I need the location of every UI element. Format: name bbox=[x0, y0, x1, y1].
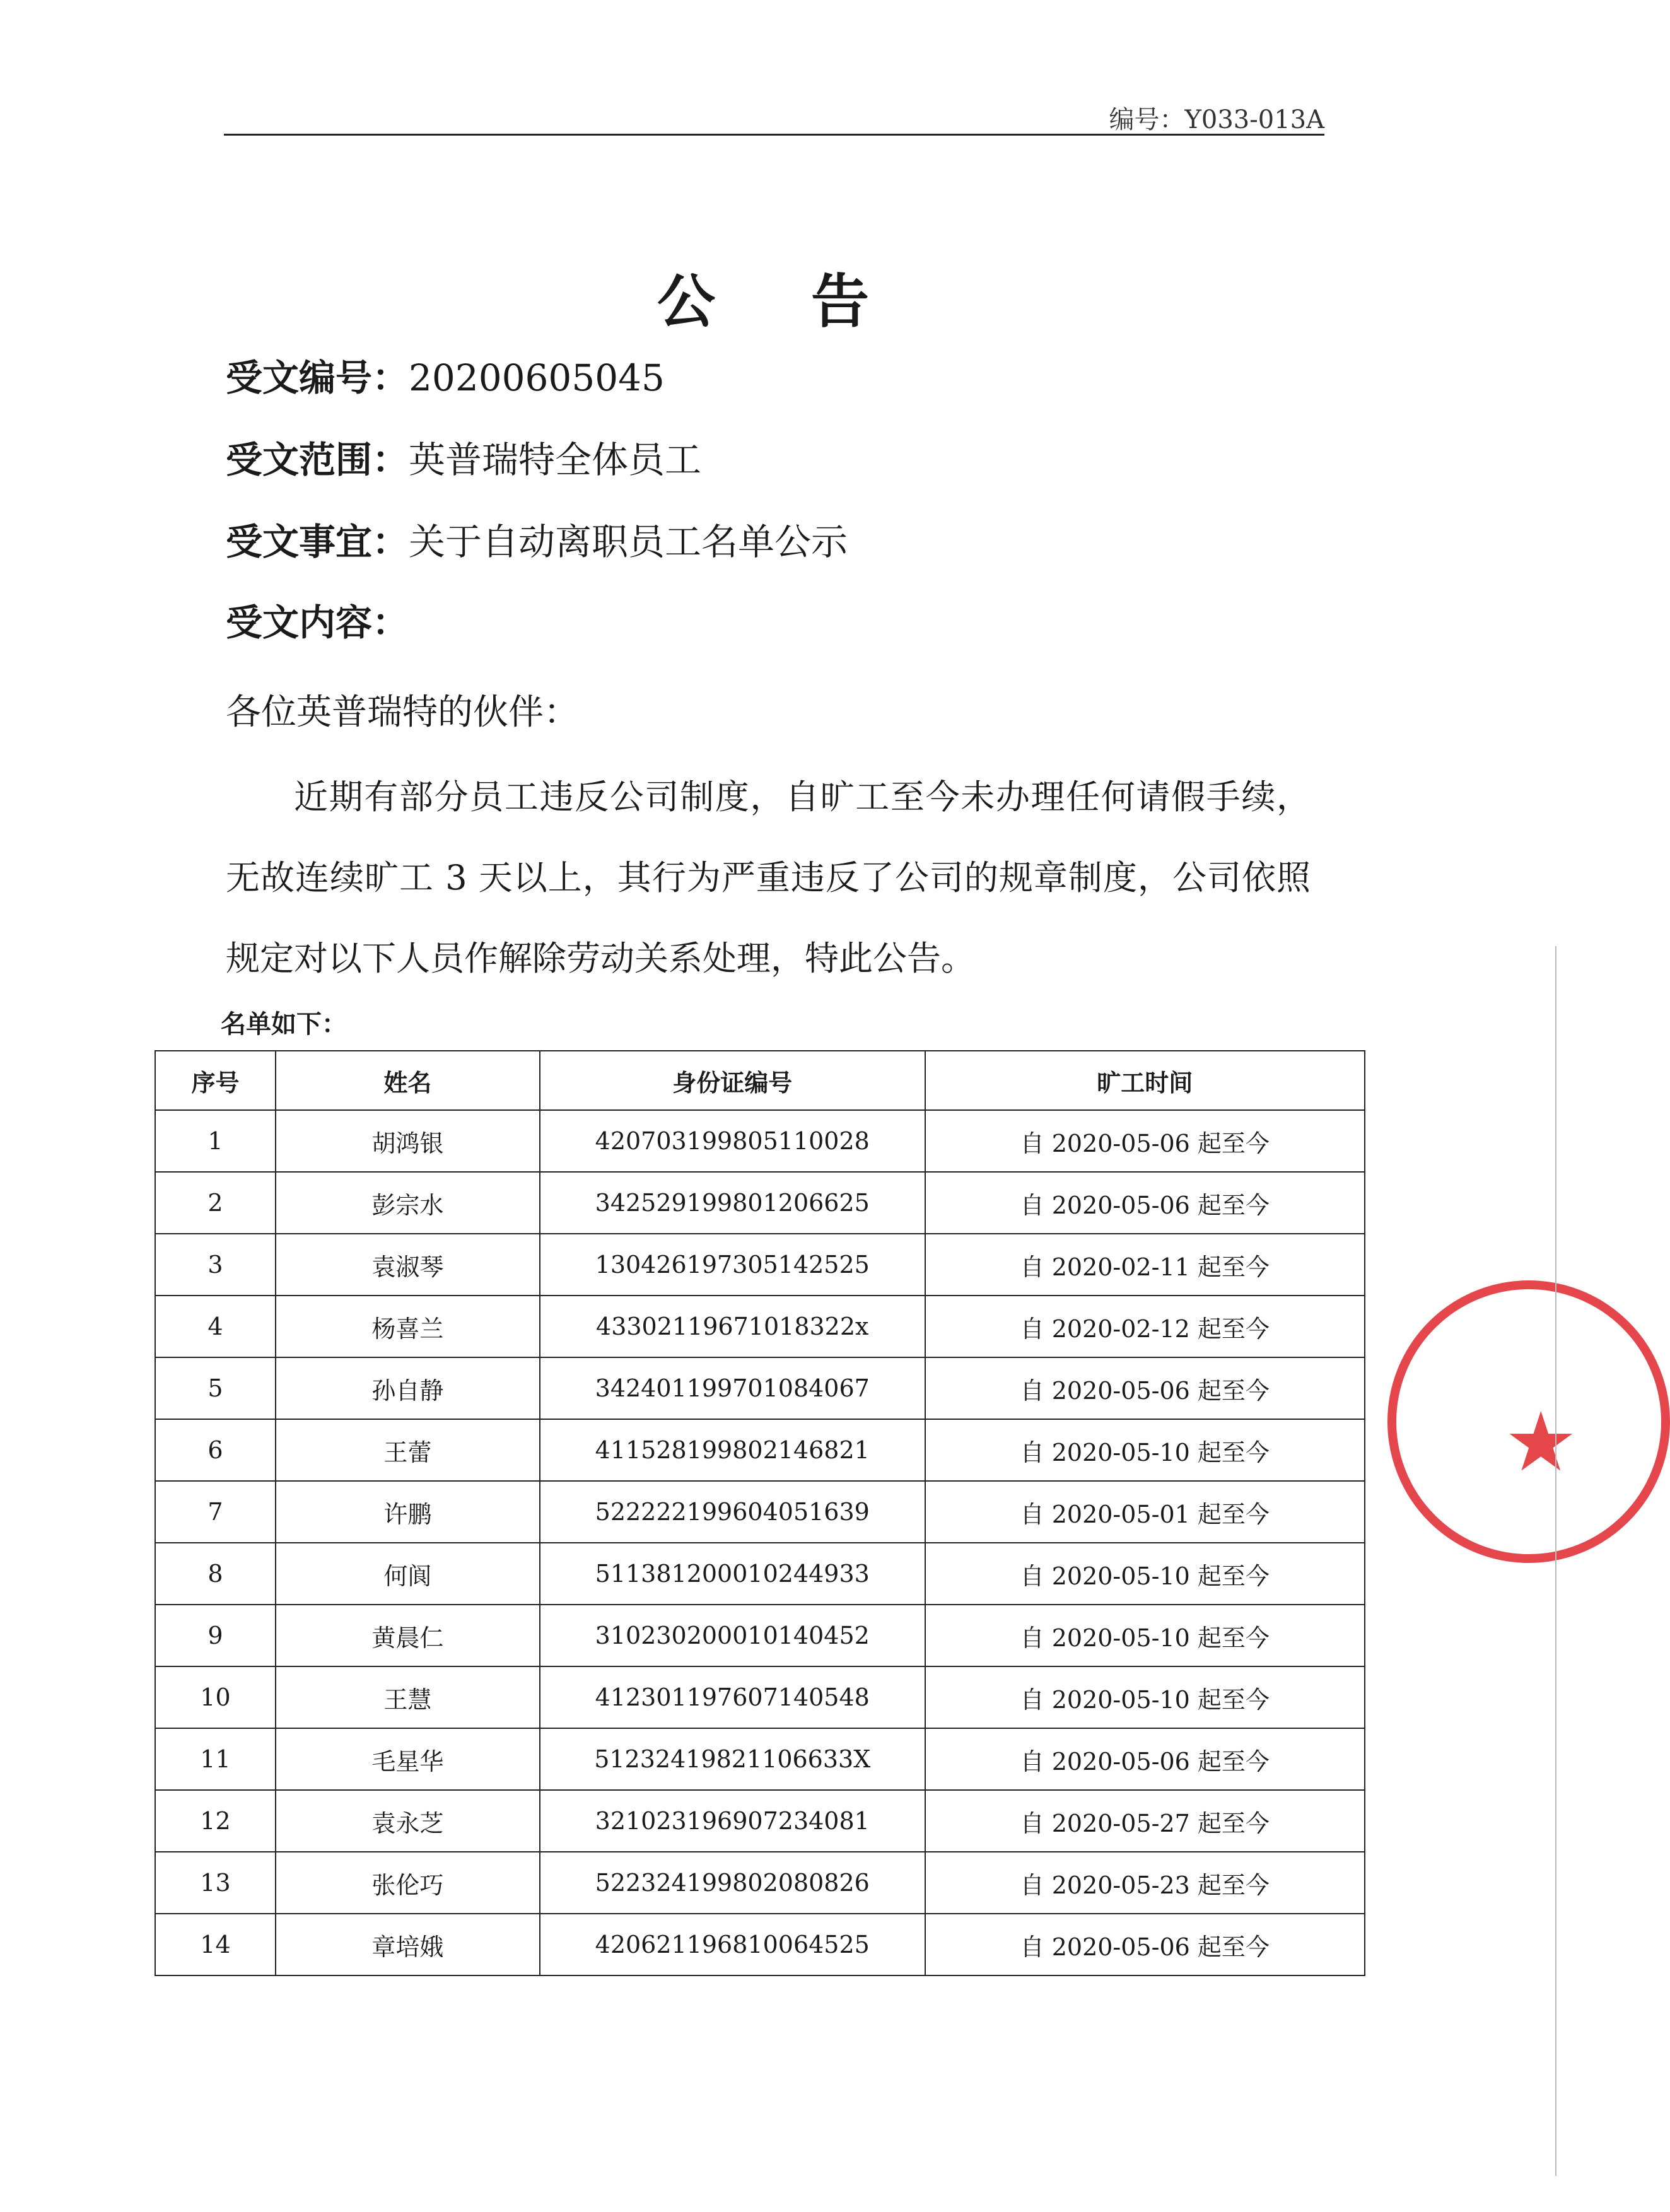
field-number bbox=[226, 356, 665, 399]
cell-absence: 自 2020-02-11 起至今 bbox=[925, 1234, 1365, 1296]
cell-seq: 7 bbox=[155, 1481, 276, 1543]
cell-name: 孙自静 bbox=[276, 1357, 540, 1419]
salutation: 各位英普瑞特的伙伴： bbox=[226, 692, 579, 733]
body-paragraph: 近期有部分员工违反公司制度，自旷工至今未办理任何请假手续，无故连续旷工 3 天以上，其行为严重违反了公司的规章制度，公司依照规定对以下人员作解除劳动关系处理，特此公告。 bbox=[226, 777, 1311, 978]
field-matter-label: 受文事宜： bbox=[226, 520, 409, 563]
cell-absence: 自 2020-05-10 起至今 bbox=[925, 1543, 1365, 1605]
table-header-row bbox=[155, 1051, 1365, 1110]
cell-id: 130426197305142525 bbox=[540, 1234, 925, 1296]
table-row bbox=[155, 1728, 1365, 1790]
table-row bbox=[155, 1419, 1365, 1481]
table-body bbox=[155, 1110, 1365, 1975]
cell-absence: 自 2020-05-27 起至今 bbox=[925, 1790, 1365, 1852]
table-row bbox=[155, 1172, 1365, 1234]
table-row bbox=[155, 1666, 1365, 1728]
cell-id: 411528199802146821 bbox=[540, 1419, 925, 1481]
cell-name: 章培娥 bbox=[276, 1914, 540, 1975]
cell-absence: 自 2020-05-06 起至今 bbox=[925, 1728, 1365, 1790]
cell-absence: 自 2020-02-12 起至今 bbox=[925, 1296, 1365, 1357]
table-row bbox=[155, 1357, 1365, 1419]
page-title: 公 告 bbox=[657, 268, 908, 336]
cell-seq: 3 bbox=[155, 1234, 276, 1296]
field-content bbox=[226, 601, 409, 644]
cell-id: 342529199801206625 bbox=[540, 1172, 925, 1234]
cell-id: 310230200010140452 bbox=[540, 1605, 925, 1666]
header-absence: 旷工时间 bbox=[925, 1051, 1365, 1110]
cell-absence: 自 2020-05-01 起至今 bbox=[925, 1481, 1365, 1543]
seal-star-icon: ★ bbox=[1504, 1394, 1578, 1490]
header-id: 身份证编号 bbox=[540, 1051, 925, 1110]
roster-table bbox=[155, 1050, 1365, 1976]
cell-name: 何阆 bbox=[276, 1543, 540, 1605]
field-number-label: 受文编号： bbox=[226, 356, 409, 399]
table-row bbox=[155, 1543, 1365, 1605]
cell-name: 袁淑琴 bbox=[276, 1234, 540, 1296]
cell-seq: 14 bbox=[155, 1914, 276, 1975]
field-scope-label: 受文范围： bbox=[226, 438, 409, 481]
cell-seq: 1 bbox=[155, 1110, 276, 1172]
cell-name: 胡鸿银 bbox=[276, 1110, 540, 1172]
table-row bbox=[155, 1481, 1365, 1543]
cell-seq: 9 bbox=[155, 1605, 276, 1666]
cell-absence: 自 2020-05-10 起至今 bbox=[925, 1605, 1365, 1666]
field-scope-value: 英普瑞特全体员工 bbox=[409, 438, 702, 481]
cell-absence: 自 2020-05-10 起至今 bbox=[925, 1419, 1365, 1481]
cell-id: 51232419821106633X bbox=[540, 1728, 925, 1790]
cell-seq: 2 bbox=[155, 1172, 276, 1234]
cell-absence: 自 2020-05-06 起至今 bbox=[925, 1357, 1365, 1419]
cell-seq: 12 bbox=[155, 1790, 276, 1852]
cell-id: 511381200010244933 bbox=[540, 1543, 925, 1605]
field-matter bbox=[226, 520, 848, 563]
cell-absence: 自 2020-05-06 起至今 bbox=[925, 1110, 1365, 1172]
cell-seq: 13 bbox=[155, 1852, 276, 1914]
cell-name: 袁永芝 bbox=[276, 1790, 540, 1852]
header-seq: 序号 bbox=[155, 1051, 276, 1110]
cell-absence: 自 2020-05-06 起至今 bbox=[925, 1914, 1365, 1975]
cell-seq: 10 bbox=[155, 1666, 276, 1728]
table-row bbox=[155, 1852, 1365, 1914]
cell-id: 412301197607140548 bbox=[540, 1666, 925, 1728]
cell-name: 杨喜兰 bbox=[276, 1296, 540, 1357]
cell-absence: 自 2020-05-10 起至今 bbox=[925, 1666, 1365, 1728]
cell-seq: 5 bbox=[155, 1357, 276, 1419]
cell-id: 522324199802080826 bbox=[540, 1852, 925, 1914]
cell-id: 522222199604051639 bbox=[540, 1481, 925, 1543]
list-label: 名单如下： bbox=[221, 1010, 347, 1039]
header-name: 姓名 bbox=[276, 1051, 540, 1110]
scan-edge-line bbox=[1555, 946, 1556, 2176]
table-row bbox=[155, 1790, 1365, 1852]
cell-id: 420703199805110028 bbox=[540, 1110, 925, 1172]
cell-id: 43302119671018322x bbox=[540, 1296, 925, 1357]
cell-seq: 8 bbox=[155, 1543, 276, 1605]
header-rule bbox=[224, 134, 1324, 136]
field-scope bbox=[226, 438, 702, 481]
cell-name: 毛星华 bbox=[276, 1728, 540, 1790]
cell-seq: 11 bbox=[155, 1728, 276, 1790]
cell-name: 王慧 bbox=[276, 1666, 540, 1728]
cell-name: 黄晨仁 bbox=[276, 1605, 540, 1666]
cell-id: 420621196810064525 bbox=[540, 1914, 925, 1975]
table-row bbox=[155, 1605, 1365, 1666]
table-row bbox=[155, 1296, 1365, 1357]
cell-id: 321023196907234081 bbox=[540, 1790, 925, 1852]
field-number-value: 20200605045 bbox=[409, 356, 665, 399]
table-row bbox=[155, 1110, 1365, 1172]
cell-seq: 6 bbox=[155, 1419, 276, 1481]
cell-id: 342401199701084067 bbox=[540, 1357, 925, 1419]
table-row bbox=[155, 1914, 1365, 1975]
cell-seq: 4 bbox=[155, 1296, 276, 1357]
cell-absence: 自 2020-05-23 起至今 bbox=[925, 1852, 1365, 1914]
cell-name: 彭宗水 bbox=[276, 1172, 540, 1234]
document-code: 编号：Y033-013A bbox=[1109, 105, 1324, 134]
table-row bbox=[155, 1234, 1365, 1296]
cell-name: 张伦巧 bbox=[276, 1852, 540, 1914]
field-content-label: 受文内容： bbox=[226, 601, 409, 644]
cell-name: 王蕾 bbox=[276, 1419, 540, 1481]
cell-name: 许鹏 bbox=[276, 1481, 540, 1543]
field-matter-value: 关于自动离职员工名单公示 bbox=[409, 520, 848, 563]
cell-absence: 自 2020-05-06 起至今 bbox=[925, 1172, 1365, 1234]
